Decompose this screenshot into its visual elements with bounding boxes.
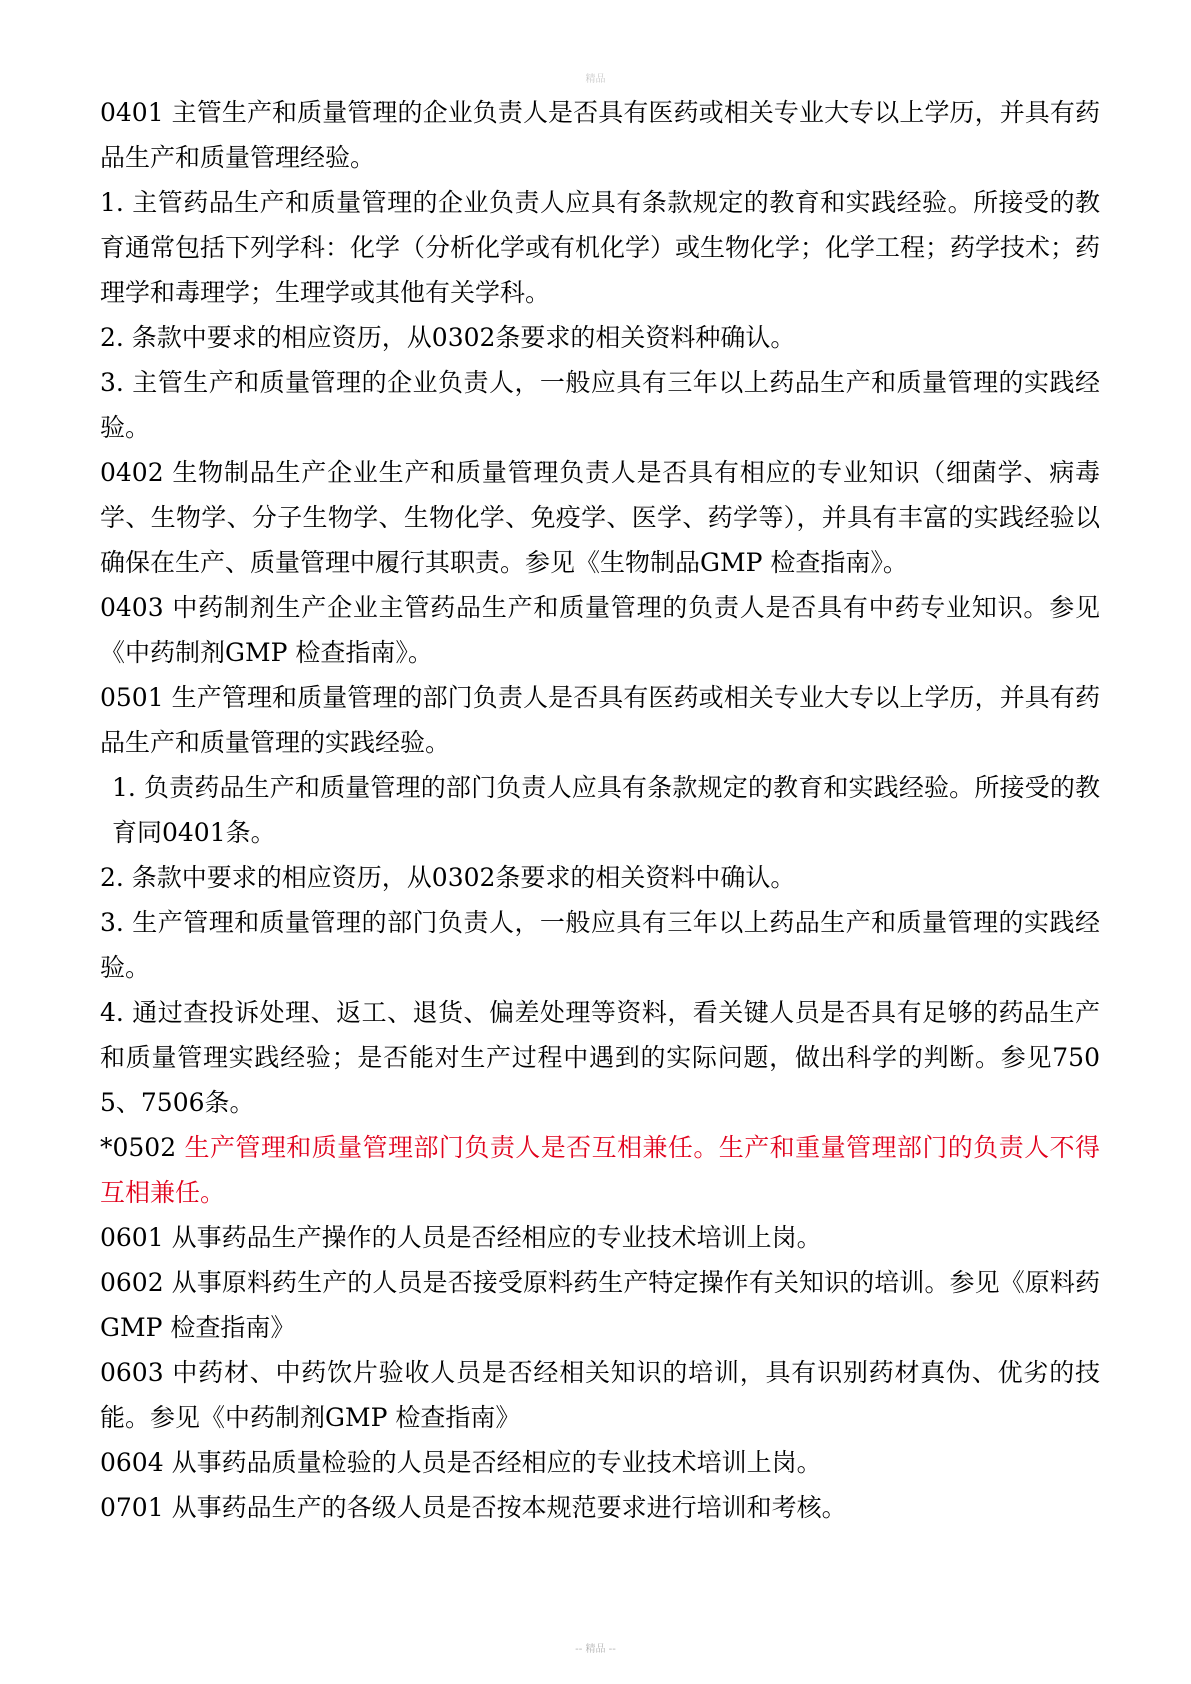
paragraph-0603: 0603 中药材、中药饮片验收人员是否经相关知识的培训，具有识别药材真伪、优劣的技能。参见《中药制剂GMP 检查指南》 [100, 1358, 1100, 1432]
paragraph-0502-highlight [100, 1125, 1100, 1215]
paragraph-0501-item-3: 3. 生产管理和质量管理的部门负责人，一般应具有三年以上药品生产和质量管理的实践经验。 [100, 908, 1100, 982]
paragraph-0501-item-2: 2. 条款中要求的相应资历，从0302条要求的相关资料中确认。 [100, 863, 796, 892]
paragraph-0501: 0501 生产管理和质量管理的部门负责人是否具有医药或相关专业大专以上学历，并具有药品生产和质量管理的实践经验。 [100, 683, 1100, 757]
paragraph-0401-item-3: 3. 主管生产和质量管理的企业负责人，一般应具有三年以上药品生产和质量管理的实践经验。 [100, 368, 1100, 442]
paragraph-0601: 0601 从事药品生产操作的人员是否经相应的专业技术培训上岗。 [100, 1223, 822, 1252]
paragraph-0701: 0701 从事药品生产的各级人员是否按本规范要求进行培训和考核。 [100, 1493, 847, 1522]
header-watermark: 精品 [585, 74, 606, 85]
paragraph-0602: 0602 从事原料药生产的人员是否接受原料药生产特定操作有关知识的培训。参见《原料药GMP 检查指南》 [100, 1268, 1100, 1342]
paragraph-0501-item-4: 4. 通过查投诉处理、返工、退货、偏差处理等资料，看关键人员是否具有足够的药品生产和质量管理实践经验；是否能对生产过程中遇到的实际问题，做出科学的判断。参见7505、7506条。 [100, 998, 1100, 1117]
paragraph-0501-item-1: 1. 负责药品生产和质量管理的部门负责人应具有条款规定的教育和实践经验。所接受的教育同0401条。 [112, 773, 1100, 847]
paragraph-0402: 0402 生物制品生产企业生产和质量管理负责人是否具有相应的专业知识（细菌学、病毒学、生物学、分子生物学、生物化学、免疫学、医学、药学等），并具有丰富的实践经验以确保在生产、质量管理中履行其职责。参见《生物制品GMP 检查指南》。 [100, 458, 1100, 577]
paragraph-0403: 0403 中药制剂生产企业主管药品生产和质量管理的负责人是否具有中药专业知识。参见《中药制剂GMP 检查指南》。 [100, 593, 1100, 667]
paragraph-0502-text: 生产管理和质量管理部门负责人是否互相兼任。生产和重量管理部门的负责人不得互相兼任。 [100, 1133, 1100, 1207]
paragraph-0604: 0604 从事药品质量检验的人员是否经相应的专业技术培训上岗。 [100, 1448, 822, 1477]
footer-watermark: -- 精品 -- [575, 1644, 616, 1655]
paragraph-0401-item-1: 1. 主管药品生产和质量管理的企业负责人应具有条款规定的教育和实践经验。所接受的教育通常包括下列学科：化学（分析化学或有机化学）或生物化学；化学工程；药学技术；药理学和毒理学；生理学或其他有关学科。 [100, 188, 1101, 307]
paragraph-0401: 0401 主管生产和质量管理的企业负责人是否具有医药或相关专业大专以上学历，并具有药品生产和质量管理经验。 [100, 98, 1100, 172]
paragraph-0502-prefix: *0502 [100, 1133, 185, 1162]
paragraph-0401-item-2: 2. 条款中要求的相应资历，从0302条要求的相关资料种确认。 [100, 323, 796, 352]
document-body [100, 90, 1100, 1530]
